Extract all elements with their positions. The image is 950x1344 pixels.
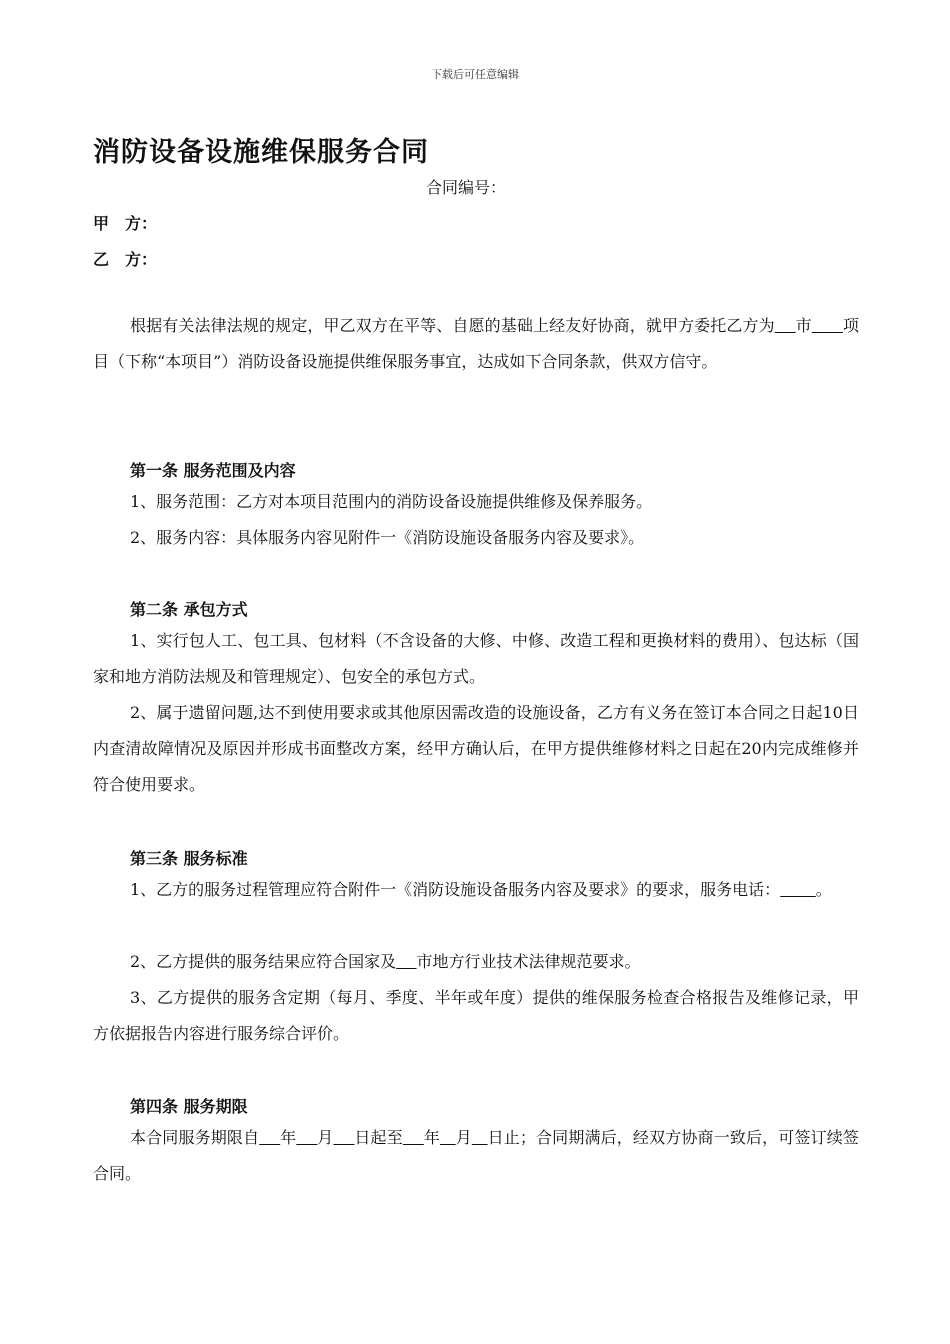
section-2-title: 第二条 承包方式 [130,600,248,619]
start-month-blank [296,1128,317,1147]
intro-text-2: 市 [795,316,812,335]
term-text-5: 年 [423,1128,440,1147]
end-year-blank [403,1128,424,1147]
header-note: 下载后可任意编辑 [431,68,519,81]
section-3-item-2-end: 市地方行业技术法律规范要求。 [416,952,641,971]
section-3-item-2 [93,944,859,980]
intro-text-3: 项目（下称“本项目”）消防设备设施提供维保服务事宜，达成如下合同条款，供双方信守。 [93,316,859,371]
section-3-item-3: 3、乙方提供的服务含定期（每月、季度、半年或年度）提供的维保服务检查合格报告及维修记录，甲方依据报告内容进行服务综合评价。 [93,988,859,1043]
section-4-title: 第四条 服务期限 [130,1097,248,1116]
service-phone-blank [780,880,816,899]
term-text-6: 月 [455,1128,472,1147]
term-text-2: 年 [280,1128,297,1147]
intro-blank-city [775,316,796,335]
term-text-7: 日止；合同期满后，经双方协商一致后，可签订续签合同。 [93,1128,859,1183]
section-3-title: 第三条 服务标准 [130,849,248,868]
section-2-item-2: 2、属于遗留问题,达不到使用要求或其他原因需改造的设施设备，乙方有义务在签订本合同之日起10日内查清故障情况及原因并形成书面整改方案，经甲方确认后，在甲方提供维修材料之日起在20内完成维修并符合使用要求。 [93,703,859,794]
end-day-blank [472,1128,488,1147]
intro-paragraph [93,308,859,380]
party-b-line [93,247,157,270]
section-2-item-1: 1、实行包人工、包工具、包材料（不含设备的大修、中修、改造工程和更换材料的费用）、包达标（国家和地方消防法规及和管理规定）、包安全的承包方式。 [93,631,859,686]
start-year-blank [259,1128,280,1147]
section-3-item-1-end: 。 [815,880,832,899]
section-1-item-2: 2、服务内容：具体服务内容见附件一《消防设施设备服务内容及要求》。 [130,528,645,547]
start-day-blank [333,1128,354,1147]
term-text-1: 本合同服务期限自 [130,1128,260,1147]
term-text-3: 月 [317,1128,334,1147]
section-3-item-2-text: 2、乙方提供的服务结果应符合国家及 [130,952,397,971]
term-text-4: 日起至 [354,1128,403,1147]
section-3-item-1 [93,872,859,908]
end-month-blank [440,1128,456,1147]
party-a-line [93,211,157,234]
document-title: 消防设备设施维保服务合同 [93,137,429,168]
city-blank [396,952,416,971]
section-1-item-1: 1、服务范围：乙方对本项目范围内的消防设备设施提供维修及保养服务。 [130,492,653,511]
party-b-label: 乙 方： [93,250,158,269]
contract-number-label: 合同编号： [426,178,507,197]
section-3-item-1-text: 1、乙方的服务过程管理应符合附件一《消防设施设备服务内容及要求》的要求，服务电话： [130,880,781,899]
party-a-label: 甲 方： [93,214,158,233]
intro-blank-project [812,316,843,335]
intro-text-1: 根据有关法律法规的规定，甲乙双方在平等、自愿的基础上经友好协商，就甲方委托乙方为 [130,316,775,335]
section-4-term-paragraph [93,1120,859,1192]
section-1-title: 第一条 服务范围及内容 [130,461,296,480]
